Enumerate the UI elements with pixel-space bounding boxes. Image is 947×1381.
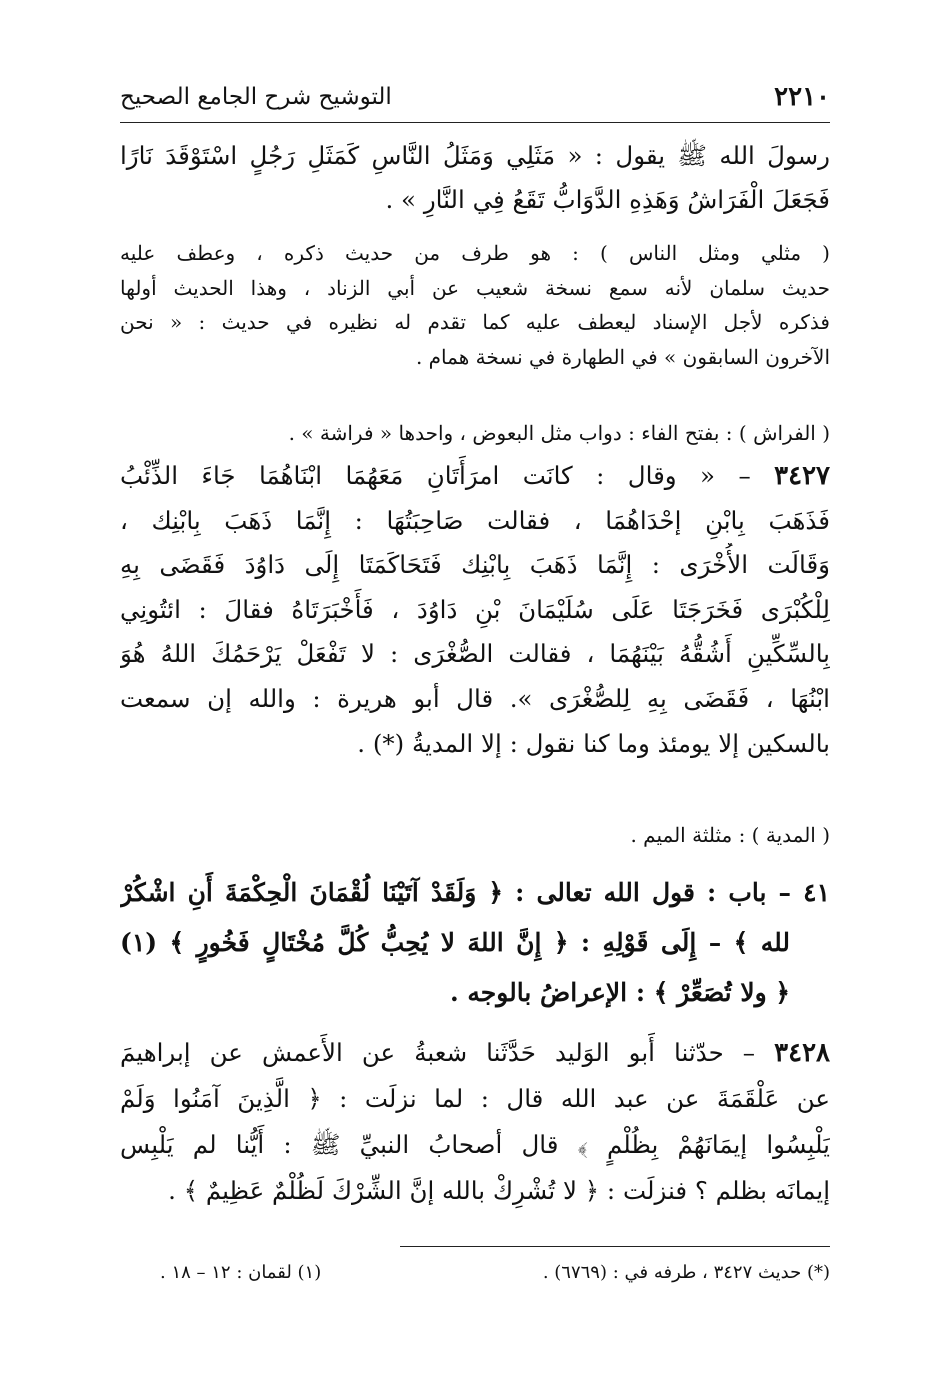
text-line: فَذَهَبَ بِابْنِ إحْدَاهُمَا ، فقالت صَاحِبَتُهَا : إِنَّمَا ذَهَبَ بِابْنِك ، xyxy=(120,505,830,535)
hadith-number: ٣٤٢٧ xyxy=(774,461,830,491)
footnote-one: (١) لقمان : ١٢ – ١٨ . xyxy=(160,1262,322,1283)
chapter-41 xyxy=(120,868,830,1018)
text-line: فَجَعَلَ الْفَرَاشُ وَهَذِهِ الدَّوَابُّ تَقَعُ فِي النَّارِ » . xyxy=(385,185,830,214)
text-line xyxy=(120,454,830,499)
text-line: حديث سلمان لأنه سمع نسخة شعيب عن أبي الزناد ، وهذا الحديث أولها xyxy=(120,275,830,300)
text-line: ( المدية ) : مثلثة الميم . xyxy=(630,823,830,847)
text-line: إيمانَه بظلم ؟ فنزلَت : ﴿ لا تُشْرِكْ بالله إنَّ الشِّرْكَ لَظُلْمٌ عَظِيمٌ ﴾ . xyxy=(168,1176,830,1205)
text-line: يَلْبِسُوا إيمَانَهُمْ بِظُلْمٍ ﴾ قال أصحابُ النبيِّ ﷺ : أَيُّنا لم يَلْبِس xyxy=(120,1130,830,1159)
page-number: ٢٢١٠ xyxy=(774,82,830,112)
text-line: ( مثلي ومثل الناس ) : هو طرف من حديث ذكره ، وعطف عليه xyxy=(120,241,830,265)
chapter-heading-line: لله ﴾ – إِلَى قَوْلِهِ : ﴿ إِنَّ اللهَ لا يُحِبُّ كُلَّ مُخْتَالٍ فَخُورٍ ﴾ (١) xyxy=(120,928,790,957)
chapter-heading-line: ﴿ ولا تُصَعِّرْ ﴾ : الإعراضُ بالوجه . xyxy=(449,978,790,1007)
hadith-line: – حدّثنا أَبو الوَليد حَدَّثَنا شعبةُ عن الأَعمش عن إبراهيمَ xyxy=(120,1038,756,1067)
footnote-star: (*) حديث ٣٤٢٧ ، طرفه في : (٦٧٦٩) . xyxy=(542,1262,830,1283)
text-line: وَقَالَت الأُخْرَى : إِنَّمَا ذَهَبَ بِابْنِك فَتَحَاكَمَتَا إِلَى دَاوُدَ فَقَضَى بِهِ xyxy=(120,550,830,580)
text-line: ( الفراش ) : بفتح الفاء : دواب مثل البعوض ، واحدها « فراشة » . xyxy=(288,421,830,445)
hadith-number: ٣٤٢٨ xyxy=(774,1038,830,1068)
commentary-paragraph xyxy=(120,236,830,374)
text-line xyxy=(120,1030,830,1076)
running-title: التوشيح شرح الجامع الصحيح xyxy=(120,84,392,110)
text-line: ابْنُهَا ، فَقَضَى بِهِ لِلصُّغْرَى ». قال أبو هريرة : والله إن سمعت xyxy=(120,683,830,713)
hadith-3427 xyxy=(120,454,830,766)
hadith-intro xyxy=(120,134,830,222)
text-line: عن عَلْقَمَةَ عن عبد الله قال : لما نزلَت : ﴿ الَّذِينَ آمَنُوا وَلَمْ xyxy=(120,1084,830,1113)
text-line: رسولَ الله ﷺ يقول : « مَثَلِي وَمَثَلُ النَّاسِ كَمَثَلِ رَجُلٍ اسْتَوْقَدَ نَارًا xyxy=(120,141,830,170)
text-line: لِلْكُبْرَى فَخَرَجَتَا عَلَى سُلَيْمَانَ بْنِ دَاوُدَ ، فَأَخْبَرَتَاهُ فقالَ : ائتُونِي xyxy=(120,594,830,624)
footnote-divider xyxy=(400,1246,830,1247)
farash-note xyxy=(120,416,830,450)
text-line: بِالسِّكِّينِ أَشُقُّهُ بَيْنَهُمَا ، فقالت الصُّغْرَى : لا تَفْعَلْ يَرْحَمُكَ اللهُ هُوَ xyxy=(120,639,830,669)
page-header xyxy=(120,78,830,123)
mudya-note xyxy=(120,818,830,852)
text-line: بالسكين إلا يومئذ وما كنا نقول : إلا المديةُ (*) . xyxy=(357,728,830,758)
hadith-3428 xyxy=(120,1030,830,1214)
hadith-line: – « وقال : كانَت امرَأَتَانِ مَعَهُمَا ابْنَاهُمَا جَاءَ الذِّئْبُ xyxy=(120,461,751,490)
text-line: فذكره لأجل الإسناد ليعطف عليه كما تقدم له نظيره في حديث : « نحن xyxy=(120,310,830,334)
chapter-heading-line: ٤١ – باب : قول الله تعالى : ﴿ وَلَقَدْ آتَيْنَا لُقْمَانَ الْحِكْمَةَ أَنِ اشْكُرْ xyxy=(120,878,830,907)
text-line: الآخرون السابقون » في الطهارة في نسخة همام . xyxy=(415,344,830,369)
